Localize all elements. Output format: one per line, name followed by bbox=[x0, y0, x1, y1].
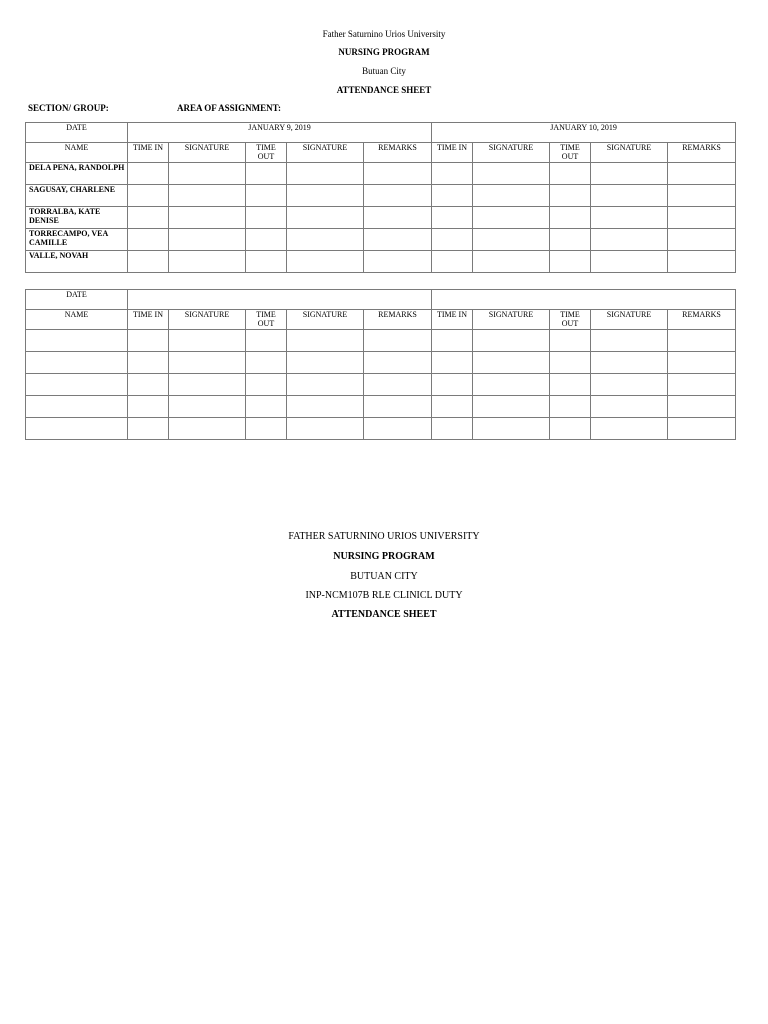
cell bbox=[364, 229, 432, 251]
cell bbox=[246, 163, 287, 185]
cell bbox=[128, 374, 169, 396]
cell bbox=[432, 251, 473, 273]
city-name: Butuan City bbox=[362, 66, 406, 76]
cell bbox=[128, 418, 169, 440]
cell bbox=[364, 352, 432, 374]
col-remarks: REMARKS bbox=[364, 310, 432, 330]
cell bbox=[668, 185, 736, 207]
cell bbox=[591, 207, 668, 229]
footer-sheet-title: ATTENDANCE SHEET bbox=[331, 609, 437, 620]
col-time-in: TIME IN bbox=[432, 143, 473, 163]
cell bbox=[169, 330, 246, 352]
cell bbox=[128, 396, 169, 418]
cell bbox=[287, 185, 364, 207]
cell bbox=[668, 352, 736, 374]
cell bbox=[591, 251, 668, 273]
cell bbox=[287, 163, 364, 185]
cell bbox=[128, 163, 169, 185]
cell bbox=[432, 229, 473, 251]
cell bbox=[591, 418, 668, 440]
cell bbox=[246, 418, 287, 440]
cell bbox=[26, 396, 128, 418]
cell bbox=[26, 330, 128, 352]
cell bbox=[169, 163, 246, 185]
cell bbox=[364, 251, 432, 273]
col-remarks: REMARKS bbox=[668, 143, 736, 163]
col-time-out: TIME OUT bbox=[246, 143, 287, 163]
cell bbox=[169, 374, 246, 396]
table-row bbox=[26, 251, 736, 273]
table-row bbox=[26, 374, 736, 396]
date-label: DATE bbox=[26, 290, 128, 310]
cell bbox=[473, 207, 550, 229]
cell bbox=[364, 374, 432, 396]
cell bbox=[668, 207, 736, 229]
col-time-out: TIME OUT bbox=[550, 143, 591, 163]
cell bbox=[668, 396, 736, 418]
table-row bbox=[26, 396, 736, 418]
cell bbox=[591, 163, 668, 185]
table-row bbox=[26, 330, 736, 352]
cell bbox=[550, 418, 591, 440]
cell bbox=[246, 207, 287, 229]
cell bbox=[287, 418, 364, 440]
cell bbox=[550, 396, 591, 418]
cell bbox=[169, 185, 246, 207]
cell bbox=[364, 330, 432, 352]
table-row bbox=[26, 185, 736, 207]
cell bbox=[591, 229, 668, 251]
col-time-in: TIME IN bbox=[432, 310, 473, 330]
cell bbox=[432, 330, 473, 352]
cell bbox=[287, 352, 364, 374]
col-name: NAME bbox=[26, 310, 128, 330]
cell bbox=[287, 207, 364, 229]
student-name: VALLE, NOVAH bbox=[26, 251, 128, 273]
cell bbox=[287, 396, 364, 418]
cell bbox=[287, 374, 364, 396]
cell bbox=[246, 396, 287, 418]
cell bbox=[550, 374, 591, 396]
cell bbox=[432, 374, 473, 396]
col-time-out: TIME OUT bbox=[246, 310, 287, 330]
cell bbox=[246, 330, 287, 352]
cell bbox=[432, 418, 473, 440]
cell bbox=[169, 396, 246, 418]
cell bbox=[473, 185, 550, 207]
col-signature: SIGNATURE bbox=[169, 310, 246, 330]
cell bbox=[668, 163, 736, 185]
date-label: DATE bbox=[26, 123, 128, 143]
section-group-label: SECTION/ GROUP: bbox=[28, 103, 109, 113]
cell bbox=[473, 330, 550, 352]
cell bbox=[26, 374, 128, 396]
cell bbox=[432, 207, 473, 229]
cell bbox=[668, 374, 736, 396]
university-name: Father Saturnino Urios University bbox=[322, 29, 446, 39]
table-row bbox=[26, 229, 736, 251]
cell bbox=[473, 163, 550, 185]
cell bbox=[246, 352, 287, 374]
cell bbox=[473, 396, 550, 418]
date-header-1: JANUARY 9, 2019 bbox=[128, 123, 432, 143]
cell bbox=[169, 251, 246, 273]
col-signature: SIGNATURE bbox=[169, 143, 246, 163]
cell bbox=[473, 352, 550, 374]
student-name: TORRECAMPO, VEA CAMILLE bbox=[26, 229, 128, 251]
cell bbox=[246, 374, 287, 396]
cell bbox=[169, 418, 246, 440]
col-time-in: TIME IN bbox=[128, 310, 169, 330]
date-header-2 bbox=[432, 290, 736, 310]
student-name: TORRALBA, KATE DENISE bbox=[26, 207, 128, 229]
cell bbox=[364, 207, 432, 229]
cell bbox=[246, 185, 287, 207]
cell bbox=[432, 396, 473, 418]
cell bbox=[287, 251, 364, 273]
col-time-out: TIME OUT bbox=[550, 310, 591, 330]
area-of-assignment-label: AREA OF ASSIGNMENT: bbox=[177, 103, 282, 113]
footer-program-name: NURSING PROGRAM bbox=[333, 551, 435, 562]
cell bbox=[550, 251, 591, 273]
attendance-table-1 bbox=[25, 122, 736, 273]
cell bbox=[364, 185, 432, 207]
table-row bbox=[26, 163, 736, 185]
col-signature: SIGNATURE bbox=[591, 310, 668, 330]
cell bbox=[473, 418, 550, 440]
cell bbox=[246, 251, 287, 273]
cell bbox=[287, 229, 364, 251]
cell bbox=[169, 207, 246, 229]
cell bbox=[591, 396, 668, 418]
attendance-table-2 bbox=[25, 289, 736, 440]
cell bbox=[550, 229, 591, 251]
footer-university-name: FATHER SATURNINO URIOS UNIVERSITY bbox=[288, 531, 480, 542]
cell bbox=[169, 352, 246, 374]
cell bbox=[128, 207, 169, 229]
cell bbox=[432, 163, 473, 185]
student-name: DELA PENA, RANDOLPH bbox=[26, 163, 128, 185]
date-header-1 bbox=[128, 290, 432, 310]
cell bbox=[591, 374, 668, 396]
col-time-in: TIME IN bbox=[128, 143, 169, 163]
cell bbox=[473, 251, 550, 273]
cell bbox=[246, 229, 287, 251]
cell bbox=[550, 163, 591, 185]
footer-city-name: BUTUAN CITY bbox=[350, 571, 418, 582]
cell bbox=[668, 418, 736, 440]
cell bbox=[473, 229, 550, 251]
table-row bbox=[26, 418, 736, 440]
program-name: NURSING PROGRAM bbox=[338, 47, 430, 57]
cell bbox=[591, 352, 668, 374]
cell bbox=[668, 229, 736, 251]
cell bbox=[169, 229, 246, 251]
date-header-2: JANUARY 10, 2019 bbox=[432, 123, 736, 143]
cell bbox=[432, 352, 473, 374]
cell bbox=[550, 330, 591, 352]
cell bbox=[364, 163, 432, 185]
cell bbox=[128, 251, 169, 273]
cell bbox=[128, 330, 169, 352]
cell bbox=[668, 330, 736, 352]
cell bbox=[550, 207, 591, 229]
cell bbox=[432, 185, 473, 207]
student-name: SAGUSAY, CHARLENE bbox=[26, 185, 128, 207]
cell bbox=[550, 352, 591, 374]
col-remarks: REMARKS bbox=[668, 310, 736, 330]
col-remarks: REMARKS bbox=[364, 143, 432, 163]
cell bbox=[128, 185, 169, 207]
col-signature: SIGNATURE bbox=[287, 310, 364, 330]
col-name: NAME bbox=[26, 143, 128, 163]
table-row bbox=[26, 352, 736, 374]
sheet-title: ATTENDANCE SHEET bbox=[336, 85, 432, 95]
cell bbox=[128, 352, 169, 374]
table-row bbox=[26, 207, 736, 229]
col-signature: SIGNATURE bbox=[287, 143, 364, 163]
cell bbox=[364, 418, 432, 440]
cell bbox=[128, 229, 169, 251]
col-signature: SIGNATURE bbox=[473, 310, 550, 330]
col-signature: SIGNATURE bbox=[473, 143, 550, 163]
cell bbox=[287, 330, 364, 352]
footer-course-name: INP-NCM107B RLE CLINICL DUTY bbox=[305, 590, 463, 601]
cell bbox=[591, 185, 668, 207]
cell bbox=[668, 251, 736, 273]
cell bbox=[550, 185, 591, 207]
cell bbox=[26, 352, 128, 374]
cell bbox=[26, 418, 128, 440]
cell bbox=[473, 374, 550, 396]
cell bbox=[591, 330, 668, 352]
cell bbox=[364, 396, 432, 418]
col-signature: SIGNATURE bbox=[591, 143, 668, 163]
